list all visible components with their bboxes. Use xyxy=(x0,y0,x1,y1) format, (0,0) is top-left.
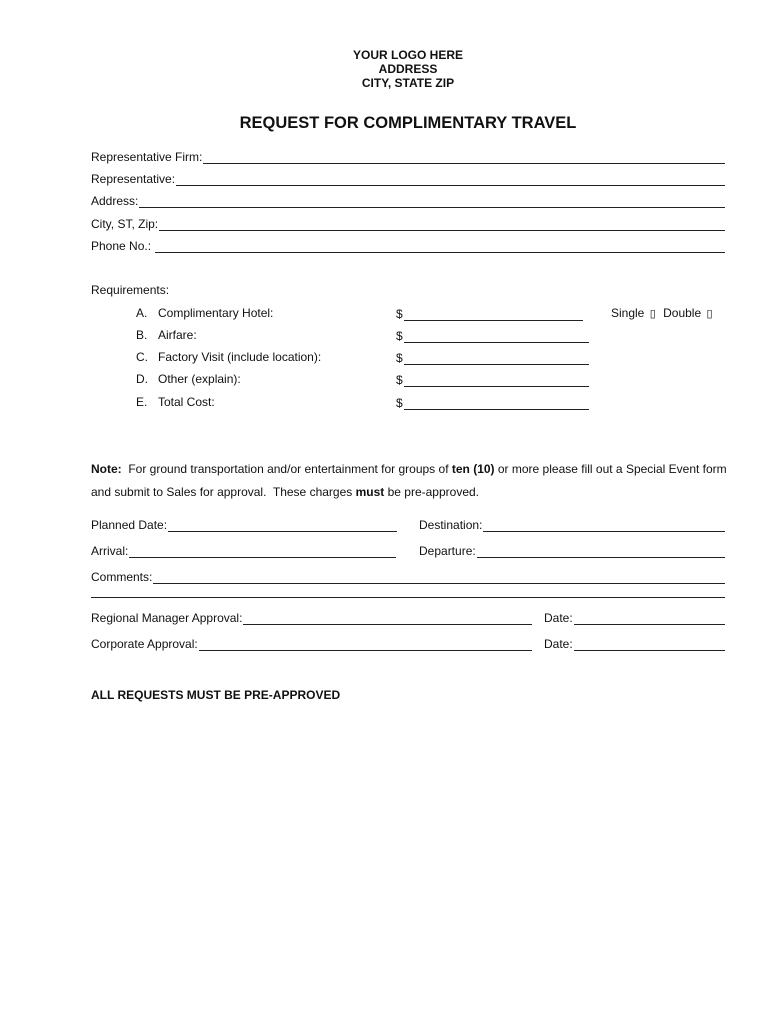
representative-line[interactable] xyxy=(176,173,725,186)
corporate-approval-line[interactable] xyxy=(199,638,532,651)
representative-firm-label: Representative Firm: xyxy=(91,150,203,164)
comments-line-2[interactable] xyxy=(91,597,725,598)
note-bold-ten: ten (10) xyxy=(451,462,495,476)
requirements-heading: Requirements: xyxy=(91,283,170,297)
factory-visit-cost-field[interactable] xyxy=(396,349,589,365)
address-line[interactable] xyxy=(139,195,725,208)
double-label: Double xyxy=(663,306,702,320)
factory-visit-cost-line[interactable] xyxy=(404,352,589,365)
address-field[interactable] xyxy=(91,192,725,208)
requirement-label: Airfare: xyxy=(158,328,197,342)
regional-approval-date-field[interactable] xyxy=(544,609,725,625)
currency-symbol: $ xyxy=(396,373,403,387)
pre-approval-notice: ALL REQUESTS MUST BE PRE-APPROVED xyxy=(91,688,341,702)
regional-approval-date-line[interactable] xyxy=(574,612,725,625)
representative-label: Representative: xyxy=(91,172,176,186)
requirement-label: Other (explain): xyxy=(158,372,241,386)
arrival-field[interactable] xyxy=(91,542,396,558)
requirement-item-other xyxy=(136,372,241,386)
phone-line[interactable] xyxy=(155,240,725,253)
city-state-zip-field[interactable] xyxy=(91,215,725,231)
requirement-letter: A. xyxy=(136,306,148,320)
regional-manager-approval-line[interactable] xyxy=(243,612,532,625)
total-cost-field[interactable] xyxy=(396,394,589,410)
city-state-zip-label: City, ST, Zip: xyxy=(91,217,159,231)
planned-date-field[interactable] xyxy=(91,516,397,532)
comments-field[interactable] xyxy=(91,568,725,584)
comments-label: Comments: xyxy=(91,570,153,584)
destination-field[interactable] xyxy=(419,516,725,532)
phone-field[interactable] xyxy=(91,237,725,253)
note-text-2: or more please fill out a Special Event form and submit to Sales for approval. These charges xyxy=(91,462,730,499)
departure-line[interactable] xyxy=(477,545,725,558)
requirement-item-total-cost xyxy=(136,395,215,409)
date-label: Date: xyxy=(544,637,573,651)
representative-firm-line[interactable] xyxy=(203,151,725,164)
company-city-state-zip: CITY, STATE ZIP xyxy=(361,76,455,90)
form-title: REQUEST FOR COMPLIMENTARY TRAVEL xyxy=(239,114,577,132)
planned-date-label: Planned Date: xyxy=(91,518,168,532)
regional-manager-approval-label: Regional Manager Approval: xyxy=(91,611,243,625)
currency-symbol: $ xyxy=(396,307,403,321)
airfare-cost-field[interactable] xyxy=(396,327,589,343)
corporate-approval-date-field[interactable] xyxy=(544,635,725,651)
logo-placeholder: YOUR LOGO HERE xyxy=(352,48,463,62)
date-label: Date: xyxy=(544,611,573,625)
hotel-cost-field[interactable] xyxy=(396,305,583,321)
destination-label: Destination: xyxy=(419,518,483,532)
requirement-letter: B. xyxy=(136,328,148,342)
requirement-letter: D. xyxy=(136,372,148,386)
requirement-label: Factory Visit (include location): xyxy=(158,350,322,364)
requirement-letter: E. xyxy=(136,395,148,409)
single-label: Single xyxy=(611,306,645,320)
company-address: ADDRESS xyxy=(378,62,438,76)
address-label: Address: xyxy=(91,194,139,208)
currency-symbol: $ xyxy=(396,329,403,343)
note-label: Note: xyxy=(91,462,122,476)
corporate-approval-label: Corporate Approval: xyxy=(91,637,198,651)
note-bold-must: must xyxy=(355,484,385,499)
single-checkbox[interactable]: ▯ xyxy=(649,308,656,320)
comments-line[interactable] xyxy=(153,571,725,584)
city-state-zip-line[interactable] xyxy=(159,218,725,231)
requirement-item-hotel xyxy=(136,306,273,320)
note-text-1: For ground transportation and/or entertainment for groups of xyxy=(121,462,452,476)
airfare-cost-line[interactable] xyxy=(404,330,589,343)
note-paragraph xyxy=(91,458,731,503)
requirement-label: Total Cost: xyxy=(158,395,215,409)
phone-label: Phone No.: xyxy=(91,239,155,253)
currency-symbol: $ xyxy=(396,396,403,410)
corporate-approval-date-line[interactable] xyxy=(574,638,725,651)
room-type-options xyxy=(611,306,713,320)
destination-line[interactable] xyxy=(483,519,725,532)
requirement-item-airfare xyxy=(136,328,197,342)
planned-date-line[interactable] xyxy=(168,519,397,532)
total-cost-line[interactable] xyxy=(404,397,589,410)
requirement-item-factory-visit xyxy=(136,350,321,364)
requirement-label: Complimentary Hotel: xyxy=(158,306,274,320)
double-checkbox[interactable]: ▯ xyxy=(706,308,713,320)
other-cost-field[interactable] xyxy=(396,371,589,387)
regional-manager-approval-field[interactable] xyxy=(91,609,532,625)
note-text-3: be pre-approved. xyxy=(384,484,479,499)
arrival-label: Arrival: xyxy=(91,544,129,558)
currency-symbol: $ xyxy=(396,351,403,365)
departure-field[interactable] xyxy=(419,542,725,558)
requirement-letter: C. xyxy=(136,350,148,364)
corporate-approval-field[interactable] xyxy=(91,635,532,651)
other-cost-line[interactable] xyxy=(404,374,589,387)
representative-firm-field[interactable] xyxy=(91,148,725,164)
representative-field[interactable] xyxy=(91,170,725,186)
arrival-line[interactable] xyxy=(129,545,396,558)
departure-label: Departure: xyxy=(419,544,476,558)
hotel-cost-line[interactable] xyxy=(404,308,583,321)
